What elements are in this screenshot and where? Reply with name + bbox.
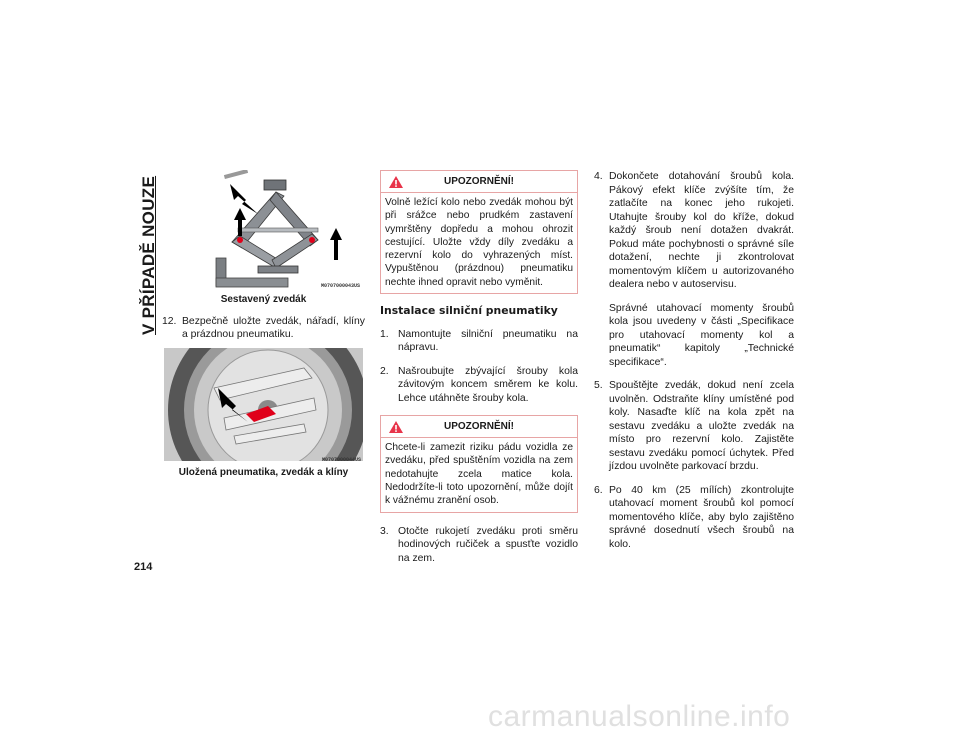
jack-illustration: [212, 170, 372, 290]
warning-box: [380, 415, 578, 512]
list-item-2: [380, 365, 578, 406]
stowed-tire-image: [164, 348, 363, 461]
image-code: M0707000043US: [321, 283, 361, 289]
list-item-3: [380, 525, 578, 566]
item-text: Po 40 km (25 mílích) zkontrolujte utahovací moment šroubů kol pomocí momentového klíče, aby bylo zajištěno správné dosednutí všech šroubů na kolo.: [609, 484, 794, 550]
item-number: 6.: [594, 484, 603, 496]
warning-triangle-icon: [388, 175, 404, 189]
tire-illustration: [164, 348, 363, 461]
image-code: M0707000044US: [322, 456, 362, 461]
caption-tire: Uložená pneumatika, zvedák a klíny: [178, 466, 349, 478]
caption-jack: Sestavený zvedák: [220, 294, 307, 305]
list-item-5: [594, 379, 794, 474]
item-text: Namontujte silniční pneumatiku na nápravu.: [398, 328, 578, 354]
list-item-12: [162, 315, 365, 342]
item-text: Našroubujte zbývající šrouby kola závitovým koncem směrem ke kolu. Lehce utáhněte šrouby kola.: [398, 365, 578, 404]
list-item-1: [380, 328, 578, 355]
column-middle: [380, 170, 578, 575]
column-right: [594, 170, 794, 561]
warning-text: Chcete-li zamezit riziku pádu vozidla ze zvedáku, před spuštěním vozidla na zem nedotahujte zcela matice kola. Nedodržíte-li toto upozornění, může dojít k vážnému zranění osob.: [385, 442, 573, 507]
warning-header: [381, 416, 577, 438]
jack-assembly-image: [212, 170, 372, 290]
warning-title: UPOZORNĚNÍ!: [444, 176, 514, 187]
column-left: [162, 170, 365, 479]
item-text: Bezpečně uložte zvedák, nářadí, klíny a prázdnou pneumatiku.: [182, 315, 365, 340]
item-number: 1.: [380, 328, 389, 340]
list-item-4: [594, 170, 794, 292]
item-number: 4.: [594, 171, 603, 182]
warning-box: [380, 170, 578, 294]
item-text: Otočte rukojetí zvedáku proti směru hodinových ručiček a spusťte vozidlo na zem.: [398, 525, 578, 564]
item-number: 2.: [380, 365, 389, 377]
list-item-6: [594, 484, 794, 552]
warning-header: [381, 171, 577, 193]
item-text: Spouštějte zvedák, dokud není zcela uvolněn. Odstraňte klíny umístěné pod koly. Nasaďte klíč na kola zpět na sestavu zvedáku a uložte zvedák na místo pro rezervní kolo. Zajistěte sestavu zvedáku pomocí úchytek. Před jízdou uvolněte parkovací brzdu.: [609, 380, 794, 472]
item-text: Dokončete dotahování šroubů kola. Pákový efekt klíče zvýšíte tím, že zatlačíte na konec jeho rukojeti. Utahujte šrouby kol do kříže, dokud každý šroub není dotažen dvakrát. Pokud máte pochybnosti o správné síle dotažení, nechte ji zkontrolovat momentovým klíčem u autorizovaného dealera nebo v autoservisu.: [609, 171, 794, 290]
warning-text: Volně ležící kolo nebo zvedák mohou být při srážce nebo prudkém zastavení vymrštěny dopředu a mohou ohrozit cestující. Uložte vždy díly zvedáku a rezervní kolo do vyhrazených míst. Vypuštěnou (prázdnou) pneumatiku nechte ihned opravit nebo vyměnit.: [385, 197, 573, 288]
section-title: Instalace silniční pneumatiky: [380, 304, 558, 318]
item-number: 12.: [162, 315, 177, 327]
item-number: 5.: [594, 380, 603, 391]
watermark-url: carmanualsonline.info: [488, 700, 791, 733]
page-number: 214: [134, 561, 153, 573]
item-number: 3.: [380, 525, 389, 537]
warning-title: UPOZORNĚNÍ!: [444, 421, 514, 433]
chapter-title-text: V PŘÍPADĚ NOUZE: [139, 175, 158, 335]
warning-triangle-icon: [388, 420, 404, 434]
torque-note: Správné utahovací momenty šroubů kola jsou uvedeny v části „Specifikace pro utahovací momenty kol a pneumatik“ kapitoly „Technické specifikace“.: [609, 302, 794, 368]
